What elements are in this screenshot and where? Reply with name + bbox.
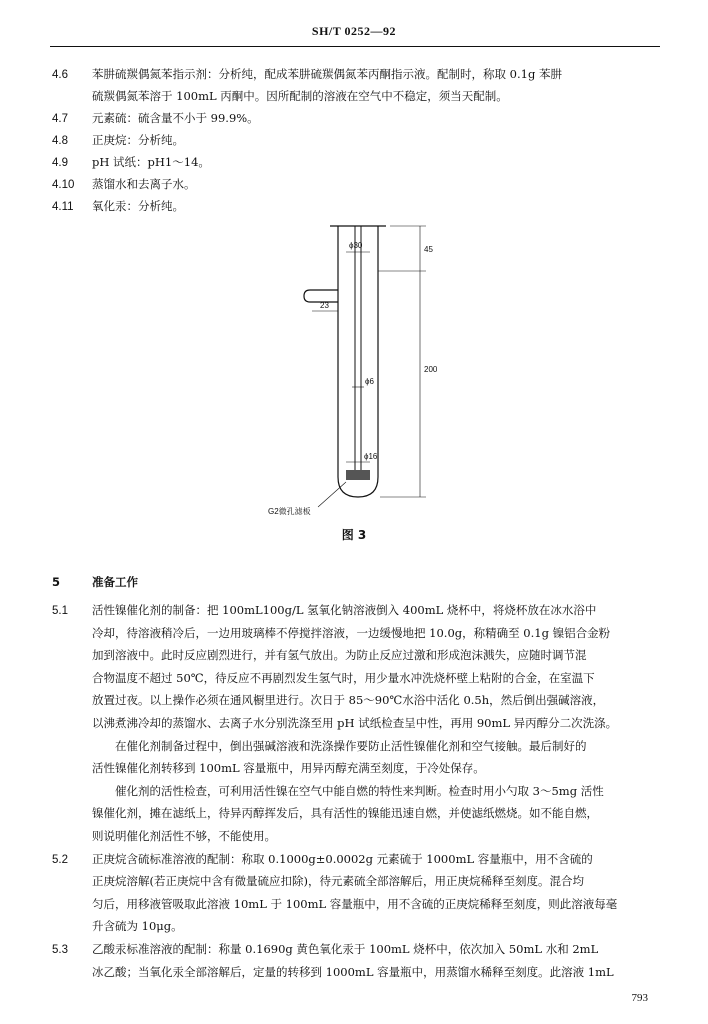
text-line: [52, 760, 485, 776]
clause-number: 4.6: [52, 69, 68, 81]
clause-number: 4.7: [52, 113, 68, 125]
text-line: [52, 828, 276, 844]
section-heading: [52, 574, 138, 590]
text-line: [52, 154, 210, 171]
text-line: [52, 851, 593, 868]
clause-number: 4.10: [52, 179, 75, 191]
header-rule: [50, 46, 660, 47]
text-line: [52, 941, 598, 958]
clause-text: 正庚烷含硫标准溶液的配制：称取 0.1000g±0.0002g 元素硫于 1000mL 容量瓶中，用不含硫的: [92, 851, 593, 866]
clause-number: 4.8: [52, 135, 68, 147]
clause-text: 活性镍催化剂转移到 100mL 容量瓶中，用异丙醇充满至刻度，于冷处保存。: [92, 761, 485, 776]
clause-text: 正庚烷溶解(若正庚烷中含有微量硫应扣除)，待元素硫全部溶解后，用正庚烷稀释至刻度。混合均: [92, 874, 584, 889]
clause-text: 氧化汞：分析纯。: [92, 199, 184, 213]
apparatus-figure: [260, 212, 460, 522]
label-total-height: 200: [424, 365, 438, 374]
text-line: [52, 873, 584, 889]
text-line: [52, 625, 610, 641]
text-line: [52, 88, 508, 104]
clause-text: 以沸煮沸冷却的蒸馏水、去离子水分别洗涤至用 pH 试纸检查呈中性，再用 90mL 异丙醇分二次洗涤。: [92, 716, 618, 730]
label-frit: G2微孔滤板: [268, 507, 311, 516]
clause-text: 则说明催化剂活性不够，不能使用。: [92, 829, 276, 843]
text-line: [52, 66, 562, 83]
clause-text: 升含硫为 10μg。: [92, 919, 183, 934]
text-line: [52, 805, 598, 821]
clause-text: 蒸馏水和去离子水。: [92, 177, 196, 191]
text-line: [52, 110, 259, 127]
label-inner-tube: ϕ6: [365, 377, 374, 386]
clause-text: 乙酸汞标准溶液的配制：称量 0.1690g 黄色氧化汞于 100mL 烧杯中，依次加入 50mL 水和 2mL: [92, 942, 599, 956]
clause-text: 放置过夜。以上操作必须在通风橱里进行。次日于 85～90℃水浴中活化 0.5h，然后倒出强碱溶液，: [92, 693, 605, 708]
text-line: [52, 602, 596, 619]
clause-text: 硫羰偶氮苯溶于 100mL 丙酮中。因所配制的溶液在空气中不稳定，须当天配制。: [92, 89, 508, 103]
text-line: [52, 198, 184, 215]
text-line: [52, 132, 184, 149]
frit-leader-line: [318, 482, 346, 507]
clause-number: 4.9: [52, 157, 68, 169]
clause-text: 活性镍催化剂的制备：把 100mL100g/L 氢氧化钠溶液倒入 400mL 烧杯中，将烧杯放在冰水浴中: [92, 603, 597, 617]
clause-text: 元素硫：硫含量不小于 99.9%。: [92, 111, 259, 125]
absorption-tube-drawing: [260, 212, 460, 522]
figure-caption: 图 3: [341, 528, 367, 542]
clause-number: 5.1: [52, 605, 68, 617]
text-line: [52, 692, 604, 708]
text-line: [52, 176, 196, 193]
clause-text: 镍催化剂，摊在滤纸上，待异丙醇挥发后，具有活性的镍能迅速自燃，并使滤纸燃烧。如不能自燃，: [92, 806, 598, 821]
text-line: [52, 964, 614, 980]
page-number: 793: [631, 992, 648, 1004]
clause-text: 在催化剂制备过程中，倒出强碱溶液和洗涤操作要防止活性镍催化剂和空气接触。最后制好的: [92, 738, 587, 753]
section-number: 5: [52, 575, 61, 589]
text-line: [52, 647, 587, 663]
clause-text: 催化剂的活性检查，可利用活性镍在空气中能自燃的特性来判断。检查时用小勺取 3～5mg 活性: [92, 783, 604, 798]
text-line: [52, 715, 617, 731]
clause-number: 5.2: [52, 853, 68, 866]
clause-text: pH 试纸：pH1～14。: [92, 155, 210, 169]
text-line: [52, 896, 617, 912]
clause-number: 5.3: [52, 944, 68, 956]
frit-plate: [346, 470, 370, 480]
page-header: SH/T 0252—92: [311, 24, 397, 38]
section-title: 准备工作: [92, 575, 138, 589]
label-top-height: 45: [424, 245, 433, 254]
label-side-arm: 23: [320, 301, 329, 310]
clause-text: 冰乙酸；当氧化汞全部溶解后，定量的转移到 1000mL 容量瓶中，用蒸馏水稀释至刻度。此溶液 1mL: [92, 964, 614, 979]
text-line: [52, 918, 183, 934]
label-top-diameter: ϕ30: [349, 241, 363, 250]
clause-text: 匀后，用移液管吸取此溶液 10mL 于 100mL 容量瓶中，用不含硫的正庚烷稀释至刻度，则此溶液每毫: [92, 896, 618, 911]
label-bottom-diameter: ϕ16: [364, 452, 378, 461]
clause-text: 苯肼硫羰偶氮苯指示剂：分析纯，配成苯肼硫羰偶氮苯丙酮指示液。配制时，称取 0.1g 苯肼: [92, 67, 562, 81]
clause-text: 正庚烷：分析纯。: [92, 133, 184, 147]
clause-text: 冷却，待溶液稍冷后，一边用玻璃棒不停搅拌溶液，一边缓慢地把 10.0g，称精确至 0.1g 镍铝合金粉: [92, 625, 611, 640]
text-line: [52, 783, 604, 799]
text-line: [52, 738, 587, 754]
text-line: [52, 670, 595, 686]
clause-text: 合物温度不超过 50℃，待反应不再剧烈发生氢气时，用少量水冲洗烧杯壁上粘附的合金，在室温下: [92, 670, 595, 685]
clause-number: 4.11: [52, 201, 74, 213]
clause-text: 加到溶液中。此时反应剧烈进行，并有氢气放出。为防止反应过激和形成泡沫溅失，应随时调节混: [92, 648, 587, 663]
